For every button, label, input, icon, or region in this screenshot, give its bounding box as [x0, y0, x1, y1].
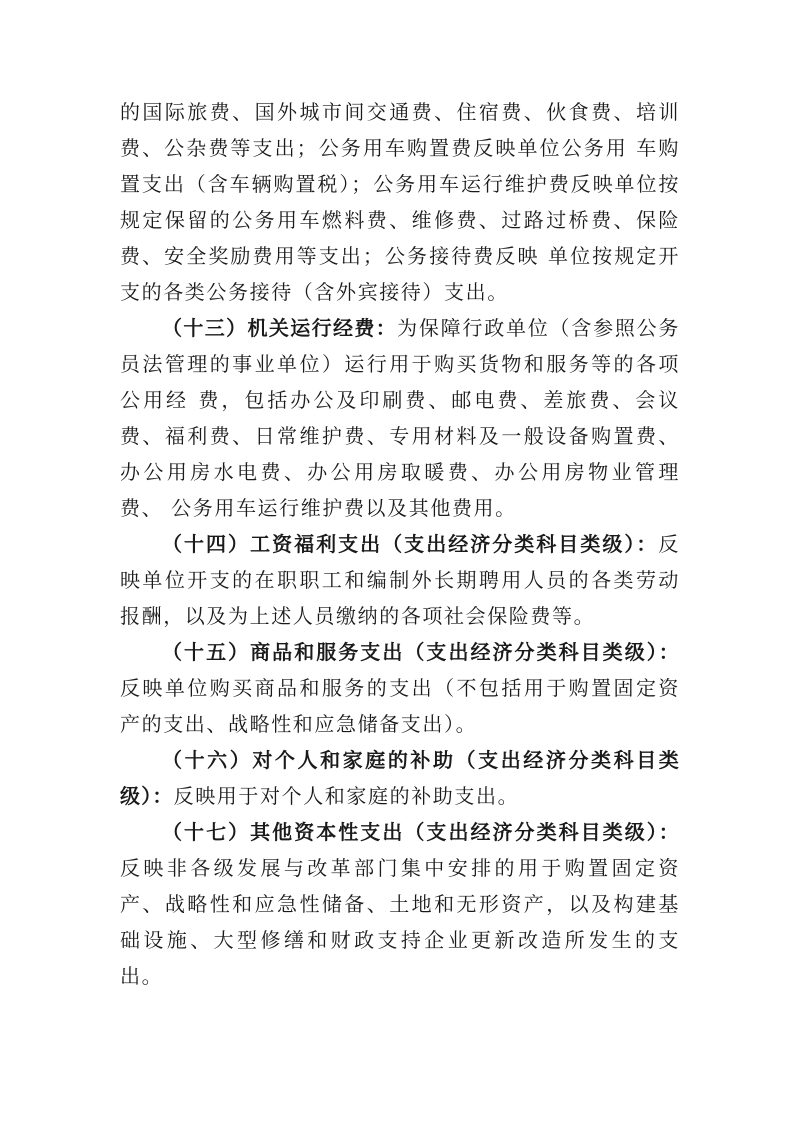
paragraph-heading: （十四）工资福利支出（支出经济分类科目类级）：	[162, 532, 659, 556]
document-body	[120, 94, 680, 994]
paragraph-continued-overseas-expenses	[120, 94, 680, 310]
paragraph-15-goods-services	[120, 634, 680, 742]
paragraph-heading: （十五）商品和服务支出（支出经济分类科目类级）：	[162, 640, 680, 664]
paragraph-body: 反映非各级发展与改革部门集中安排的用于购置固定资产、战略性和应急性储备、土地和无形资产，以及构建基础设施、大型修缮和财政支持企业更新改造所发生的支出。	[120, 856, 680, 988]
paragraph-16-household-subsidies	[120, 742, 680, 814]
paragraph-13-operating-funds	[120, 310, 680, 526]
paragraph-body: 为保障行政单位（含参照公务员法管理的事业单位）运行用于购买货物和服务等的各项公用经 费，包括办公及印刷费、邮电费、差旅费、会议费、福利费、日常维护费、专用材料及一般设备购置费、办公用房水电费、办公用房取暖费、办公用房物业管理费、 公务用车运行维护费以及其他费用。	[120, 316, 680, 520]
paragraph-14-wages-welfare	[120, 526, 680, 634]
paragraph-body: 的国际旅费、国外城市间交通费、住宿费、伙食费、培训费、公杂费等支出；公务用车购置费反映单位公务用 车购置支出（含车辆购置税）；公务用车运行维护费反映单位按规定保留的公务用车燃料费、维修费、过路过桥费、保险费、安全奖励费用等支出；公务接待费反映 单位按规定开支的各类公务接待（含外宾接待）支出。	[120, 100, 680, 304]
paragraph-heading: （十七）其他资本性支出（支出经济分类科目类级）：	[162, 820, 680, 844]
paragraph-heading: （十三）机关运行经费：	[162, 316, 398, 340]
paragraph-heading: （十六）对个人和家庭的补助（支出经济分类科目类级）：	[120, 748, 680, 808]
paragraph-body: 反映单位购买商品和服务的支出（不包括用于购置固定资产的支出、战略性和应急储备支出）。	[120, 676, 680, 736]
paragraph-17-other-capital	[120, 814, 680, 994]
paragraph-body: 反映单位开支的在职职工和编制外长期聘用人员的各类劳动报酬，以及为上述人员缴纳的各项社会保险费等。	[120, 532, 680, 628]
paragraph-body: 反映用于对个人和家庭的补助支出。	[173, 784, 520, 808]
